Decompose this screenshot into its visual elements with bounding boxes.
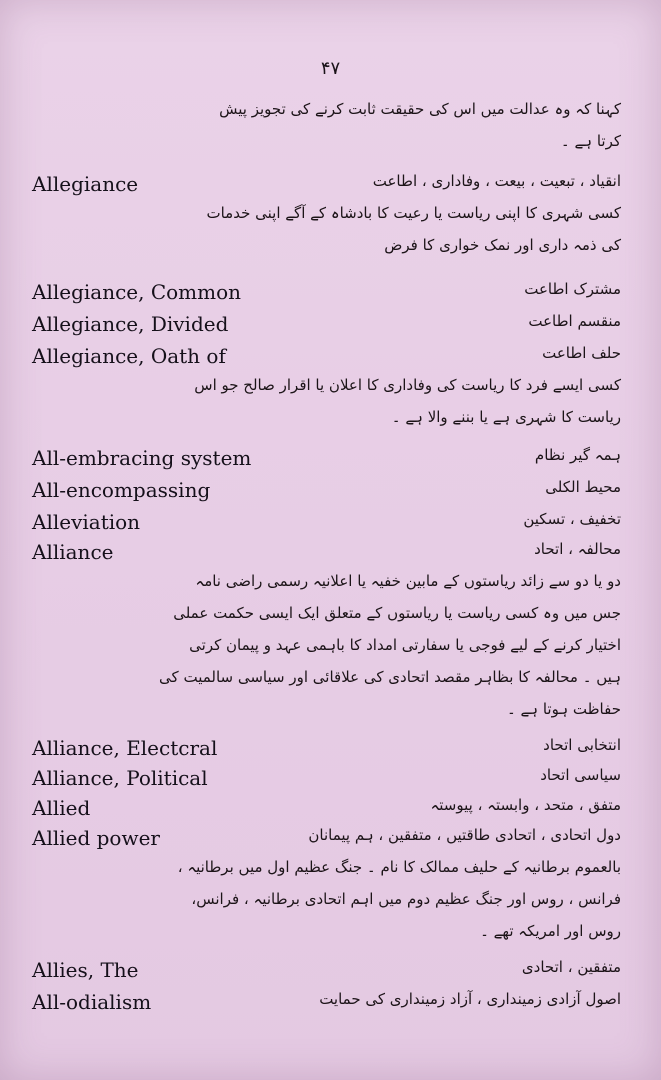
term-alliance-electoral: Alliance, Electcral [32,736,218,760]
term-allegiance-common: Allegiance, Common [32,280,242,304]
urdu-equivalent: متفق ، متحد ، وابستہ ، پیوستہ [430,796,621,814]
definition-line: اختیار کرنے کے لیے فوجی یا سفارتی امداد کا باہمی عہد و پیمان کرتی [189,636,621,654]
term-allied-power: Allied power [32,826,160,850]
term-allies-the: Allies, The [32,958,139,982]
term-alleviation: Alleviation [32,510,141,534]
definition-line: کہنا کہ وہ عدالت میں اس کی حقیقت ثابت کرنے کی تجویز پیش [219,100,621,118]
definition-line: ہیں ۔ محالفہ کا بظاہر مقصد اتحادی کی علاقائی اور سیاسی سالمیت کی [159,668,621,686]
definition-line: روس اور امریکہ تھے ۔ [480,922,621,940]
definition-line: حفاظت ہوتا ہے ۔ [506,700,621,718]
urdu-equivalent: انتخابی اتحاد [543,736,621,754]
definition-line: جس میں وہ کسی ریاست یا ریاستوں کے متعلق ایک ایسی حکمت عملی [173,604,621,622]
urdu-equivalent: سیاسی اتحاد [540,766,621,784]
term-allied: Allied [32,796,91,820]
definition-line: دو یا دو سے زائد ریاستوں کے مابین خفیہ یا اعلانیہ رسمی راضی نامہ [195,572,621,590]
page-number: ۴۷ [320,58,341,79]
urdu-equivalent: منقسم اطاعت [528,312,621,330]
urdu-equivalent: متفقین ، اتحادی [521,958,621,976]
urdu-equivalent: حلف اطاعت [542,344,621,362]
term-alliance: Alliance [32,540,114,564]
definition-line: کسی شہری کا اپنی ریاست یا رعیت کا بادشاہ کے آگے اپنی خدمات [206,204,621,222]
term-all-odialism: All-odialism [32,990,152,1014]
urdu-equivalent: انقیاد ، تبعیت ، بیعت ، وفاداری ، اطاعت [372,172,621,190]
definition-line: فرانس ، روس اور جنگ عظیم دوم میں اہم اتحادی برطانیہ ، فرانس، [191,890,621,908]
urdu-equivalent: محالفہ ، اتحاد [534,540,621,558]
definition-line: کسی ایسے فرد کا ریاست کی وفاداری کا اعلان یا اقرار صالح جو اس [194,376,621,394]
urdu-equivalent: محیط الکلی [545,478,621,496]
definition-line: ریاست کا شہری ہے یا بننے والا ہے ۔ [391,408,621,426]
term-allegiance: Allegiance [32,172,139,196]
term-all-encompassing: All-encompassing [32,478,211,502]
urdu-equivalent: اصول آزادی زمینداری ، آزاد زمینداری کی حمایت [319,990,621,1008]
definition-line: کی ذمہ داری اور نمک خواری کا فرض [384,236,621,254]
term-all-embracing-system: All-embracing system [32,446,252,470]
urdu-equivalent: مشترک اطاعت [524,280,621,298]
urdu-equivalent: تخفیف ، تسکین [523,510,621,528]
definition-line: کرتا ہے ۔ [560,132,621,150]
urdu-equivalent: ہمہ گیر نظام [534,446,621,464]
term-allegiance-oath: Allegiance, Oath of [32,344,226,368]
definition-line: بالعموم برطانیہ کے حلیف ممالک کا نام ۔ جنگ عظیم اول میں برطانیہ ، [177,858,621,876]
term-allegiance-divided: Allegiance, Divided [32,312,229,336]
urdu-equivalent: دول اتحادی ، اتحادی طاقتیں ، متفقین ، ہم پیمانان [308,826,621,844]
term-alliance-political: Alliance, Political [32,766,208,790]
